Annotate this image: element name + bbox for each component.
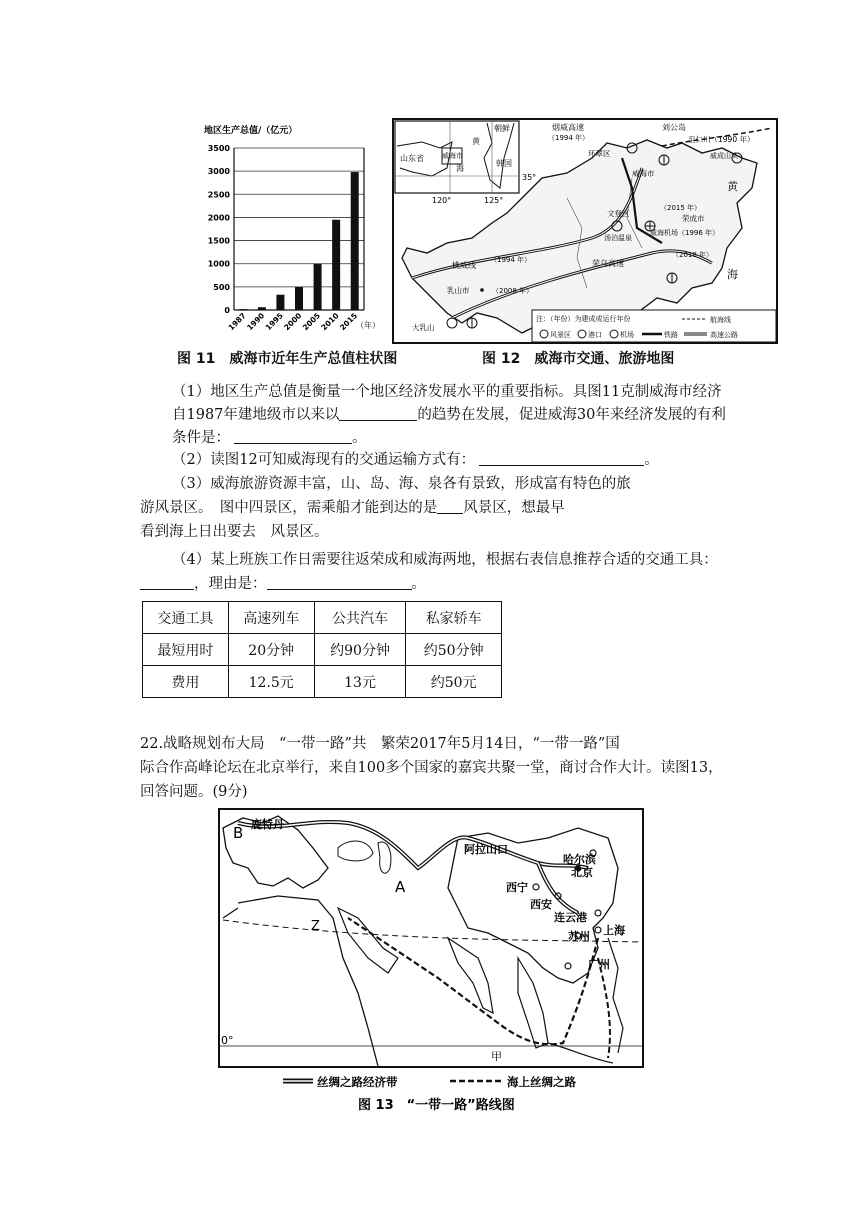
airport-icon xyxy=(645,221,655,231)
table-row xyxy=(143,666,502,698)
legend-note: 注：（年份）为建成或运行年份 xyxy=(536,315,631,323)
label-zero: 0° xyxy=(221,1034,234,1047)
label-rotterdam: 鹿特丹 xyxy=(251,818,284,831)
q4-line2 xyxy=(140,574,426,594)
label-darushan: 大乳山 xyxy=(412,323,435,332)
fig12-caption: 图 12 威海市交通、旅游地图 xyxy=(482,351,675,367)
fig11-bar xyxy=(314,264,322,310)
fig11-xlabel: （年） xyxy=(356,321,380,330)
fig11-ylabel: 地区生产总值/（亿元） xyxy=(204,126,298,136)
table-row xyxy=(143,634,502,666)
label-huancui: 环翠区 xyxy=(588,149,611,158)
label-hanguo: 韩国 xyxy=(496,159,512,168)
q1-line2 xyxy=(172,405,726,425)
label-Z: Z xyxy=(311,919,320,934)
fig11-ytick-label: 3000 xyxy=(207,167,230,177)
table-header-cell: 高速列车 xyxy=(228,602,314,634)
label-huang-small: 黄 xyxy=(472,137,480,146)
fig12-svg xyxy=(392,118,778,344)
fig13-svg xyxy=(218,808,646,1114)
label-rushan: 乳山市 xyxy=(447,286,470,295)
label-lianyungang: 连云港 xyxy=(554,911,587,924)
label-weihaitou: 威成山头 xyxy=(710,152,738,160)
label-guangzhou: 广州 xyxy=(588,958,610,971)
table-cell: 最短用时 xyxy=(143,634,229,666)
q2-text: （2）读图12可知威海现有的交通运输方式有： xyxy=(172,452,476,468)
q4-text-2a: ，理由是： xyxy=(194,576,267,592)
label-weihai-city: 威海市 xyxy=(632,169,655,178)
table-header-cell: 私家轿车 xyxy=(406,602,502,634)
legend-rail: 铁路 xyxy=(664,331,678,339)
q1-blank-conditions[interactable] xyxy=(234,429,352,444)
table-header-cell: 交通工具 xyxy=(143,602,229,634)
q2-blank[interactable] xyxy=(479,451,644,466)
table-header-cell: 公共汽车 xyxy=(314,602,406,634)
fig11-ytick-label: 1000 xyxy=(207,259,230,269)
label-zhiren: 至仁川（1990 年） xyxy=(688,135,755,144)
fig11-xtick-label: 2015 xyxy=(338,311,360,333)
fig11-bar xyxy=(351,172,359,310)
label-shanghai: 上海 xyxy=(603,924,625,937)
table-cell: 约90分钟 xyxy=(314,634,406,666)
q4-text-2b: 。 xyxy=(411,576,426,592)
label-B: B xyxy=(233,824,244,842)
table-cell: 13元 xyxy=(314,666,406,698)
label-jia: 甲 xyxy=(491,1050,502,1063)
label-A: A xyxy=(395,878,406,896)
label-shandong: 山东省 xyxy=(400,154,424,163)
q3-line1: （3）威海旅游资源丰富，山、岛、海、泉各有景致，形成富有特色的旅 xyxy=(172,476,631,492)
label-altai: 阿拉山口 xyxy=(464,843,508,856)
fig13-caption: 图 13 “一带一路”路线图 xyxy=(358,1098,515,1113)
fig11-ytick-label: 3500 xyxy=(207,144,230,153)
legend-highway: 高速公路 xyxy=(710,331,738,339)
fig11-svg xyxy=(196,120,386,345)
q4-line1: （4）某上班族工作日需要往返荣成和威海两地，根据右表信息推荐合适的交通工具： xyxy=(172,552,718,568)
fig11-bar xyxy=(239,309,247,310)
legend-belt: 丝绸之路经济带 xyxy=(317,1075,398,1089)
fig11-bar xyxy=(258,307,266,310)
q1-text-3b: 。 xyxy=(352,430,367,446)
fig11-chart xyxy=(196,120,386,345)
fig11-ytick-label: 1500 xyxy=(207,236,230,246)
legend-airport: 机场 xyxy=(620,331,634,339)
q3-text-2b: 风景区，想最早 xyxy=(463,500,565,516)
q22-line2: 际合作高峰论坛在北京举行，来自100多个国家的嘉宾共聚一堂，商讨合作大计。读图13， xyxy=(140,760,723,776)
table-cell: 约50元 xyxy=(406,666,502,698)
q4-blank-reason[interactable] xyxy=(267,575,412,590)
label-rail2015: （2015 年） xyxy=(660,204,702,212)
legend-hanghai: 航海线 xyxy=(710,316,731,324)
label-year2008: （2008 年） xyxy=(492,287,534,295)
label-rongcheng: 荣成市 xyxy=(682,214,705,223)
label-airport: 威海机场（1996 年） xyxy=(650,229,720,237)
label-lon120: 120° xyxy=(432,196,452,205)
fig11-ytick-label: 2500 xyxy=(207,190,230,200)
fig11-bar xyxy=(276,295,284,310)
legend-road: 海上丝绸之路 xyxy=(507,1075,576,1089)
q1-text-3a: 条件是： xyxy=(172,430,230,446)
label-weihai-small: 威海市 xyxy=(442,152,463,160)
q1-blank-trend[interactable] xyxy=(339,406,417,421)
q3-line2 xyxy=(140,498,565,518)
label-hot-spring: 汤泊温泉 xyxy=(604,234,632,242)
q2-end: 。 xyxy=(644,452,659,468)
fig11-xtick-label: 2000 xyxy=(282,311,304,333)
q2-line xyxy=(172,450,659,470)
legend-scenic: 风景区 xyxy=(550,331,571,339)
fig11-caption: 图 11 威海市近年生产总值柱状图 xyxy=(177,351,398,367)
label-hai: 海 xyxy=(727,268,738,281)
label-xian: 西安 xyxy=(530,898,552,911)
label-beijing: 北京 xyxy=(571,866,593,879)
fig11-bar xyxy=(295,287,303,310)
label-huang: 黄 xyxy=(727,180,738,193)
transport-table xyxy=(142,601,502,698)
fig11-xtick-label: 1987 xyxy=(226,311,248,333)
label-xining: 西宁 xyxy=(506,881,528,894)
fig11-xtick-label: 1990 xyxy=(245,311,267,333)
q3-blank-boat[interactable] xyxy=(437,499,463,514)
label-rongwu: 荣乌高速 xyxy=(592,259,624,268)
q3-text-2a: 游风景区。 图中四景区，需乘船才能到达的是 xyxy=(140,500,438,516)
q22-line3: 回答问题。(9分) xyxy=(140,784,248,800)
q1-line3 xyxy=(172,428,367,448)
q1-text-2a: 自1987年建地级市以来以 xyxy=(172,407,340,423)
table-cell: 20分钟 xyxy=(228,634,314,666)
table-cell: 12.5元 xyxy=(228,666,314,698)
label-wendeng: 文登区 xyxy=(607,209,630,218)
label-lon125: 125° xyxy=(484,196,504,205)
label-chaoxian: 朝鲜 xyxy=(494,124,510,133)
label-hai-small: 海 xyxy=(456,164,464,173)
fig11-bar xyxy=(332,220,340,310)
fig11-xtick-label: 2005 xyxy=(300,311,322,333)
label-year1994: （1994 年） xyxy=(490,256,532,264)
label-yanwei-year: （1994 年） xyxy=(548,134,590,142)
fig11-ytick-label: 2000 xyxy=(207,213,230,223)
label-tw-line: 桃威线 xyxy=(452,261,476,270)
label-suzhou: 苏州 xyxy=(568,930,590,943)
q1-text-2b: 的趋势在发展，促进威海30年来经济发展的有利 xyxy=(417,407,726,423)
label-liugong: 刘公岛 xyxy=(662,123,686,132)
table-header-row xyxy=(143,602,502,634)
q3-line3: 看到海上日出要去 风景区。 xyxy=(140,524,329,540)
fig12-map xyxy=(392,118,778,344)
fig11-ytick-label: 0 xyxy=(224,306,230,315)
fig11-xtick-label: 1995 xyxy=(263,311,285,333)
table-cell: 约50分钟 xyxy=(406,634,502,666)
label-rail2018: （2018 年） xyxy=(672,251,714,259)
q4-blank-vehicle[interactable] xyxy=(140,575,194,590)
table-cell: 费用 xyxy=(143,666,229,698)
fig13-map xyxy=(218,808,646,1114)
label-yanwei: 烟威高速 xyxy=(552,123,584,132)
q22-line1: 22.战略规划布大局 “一带一路”共 繁荣2017年5月14日，“一带一路”国 xyxy=(140,736,620,752)
q1-line1: （1）地区生产总值是衡量一个地区经济发展水平的重要指标。具图11克制威海市经济 xyxy=(172,384,722,400)
fig11-xtick-label: 2010 xyxy=(319,311,341,333)
fig11-ytick-label: 500 xyxy=(213,282,230,292)
label-lat35: 35° xyxy=(522,173,537,182)
label-harbin: 哈尔滨 xyxy=(563,853,596,866)
legend-port: 港口 xyxy=(588,331,602,339)
